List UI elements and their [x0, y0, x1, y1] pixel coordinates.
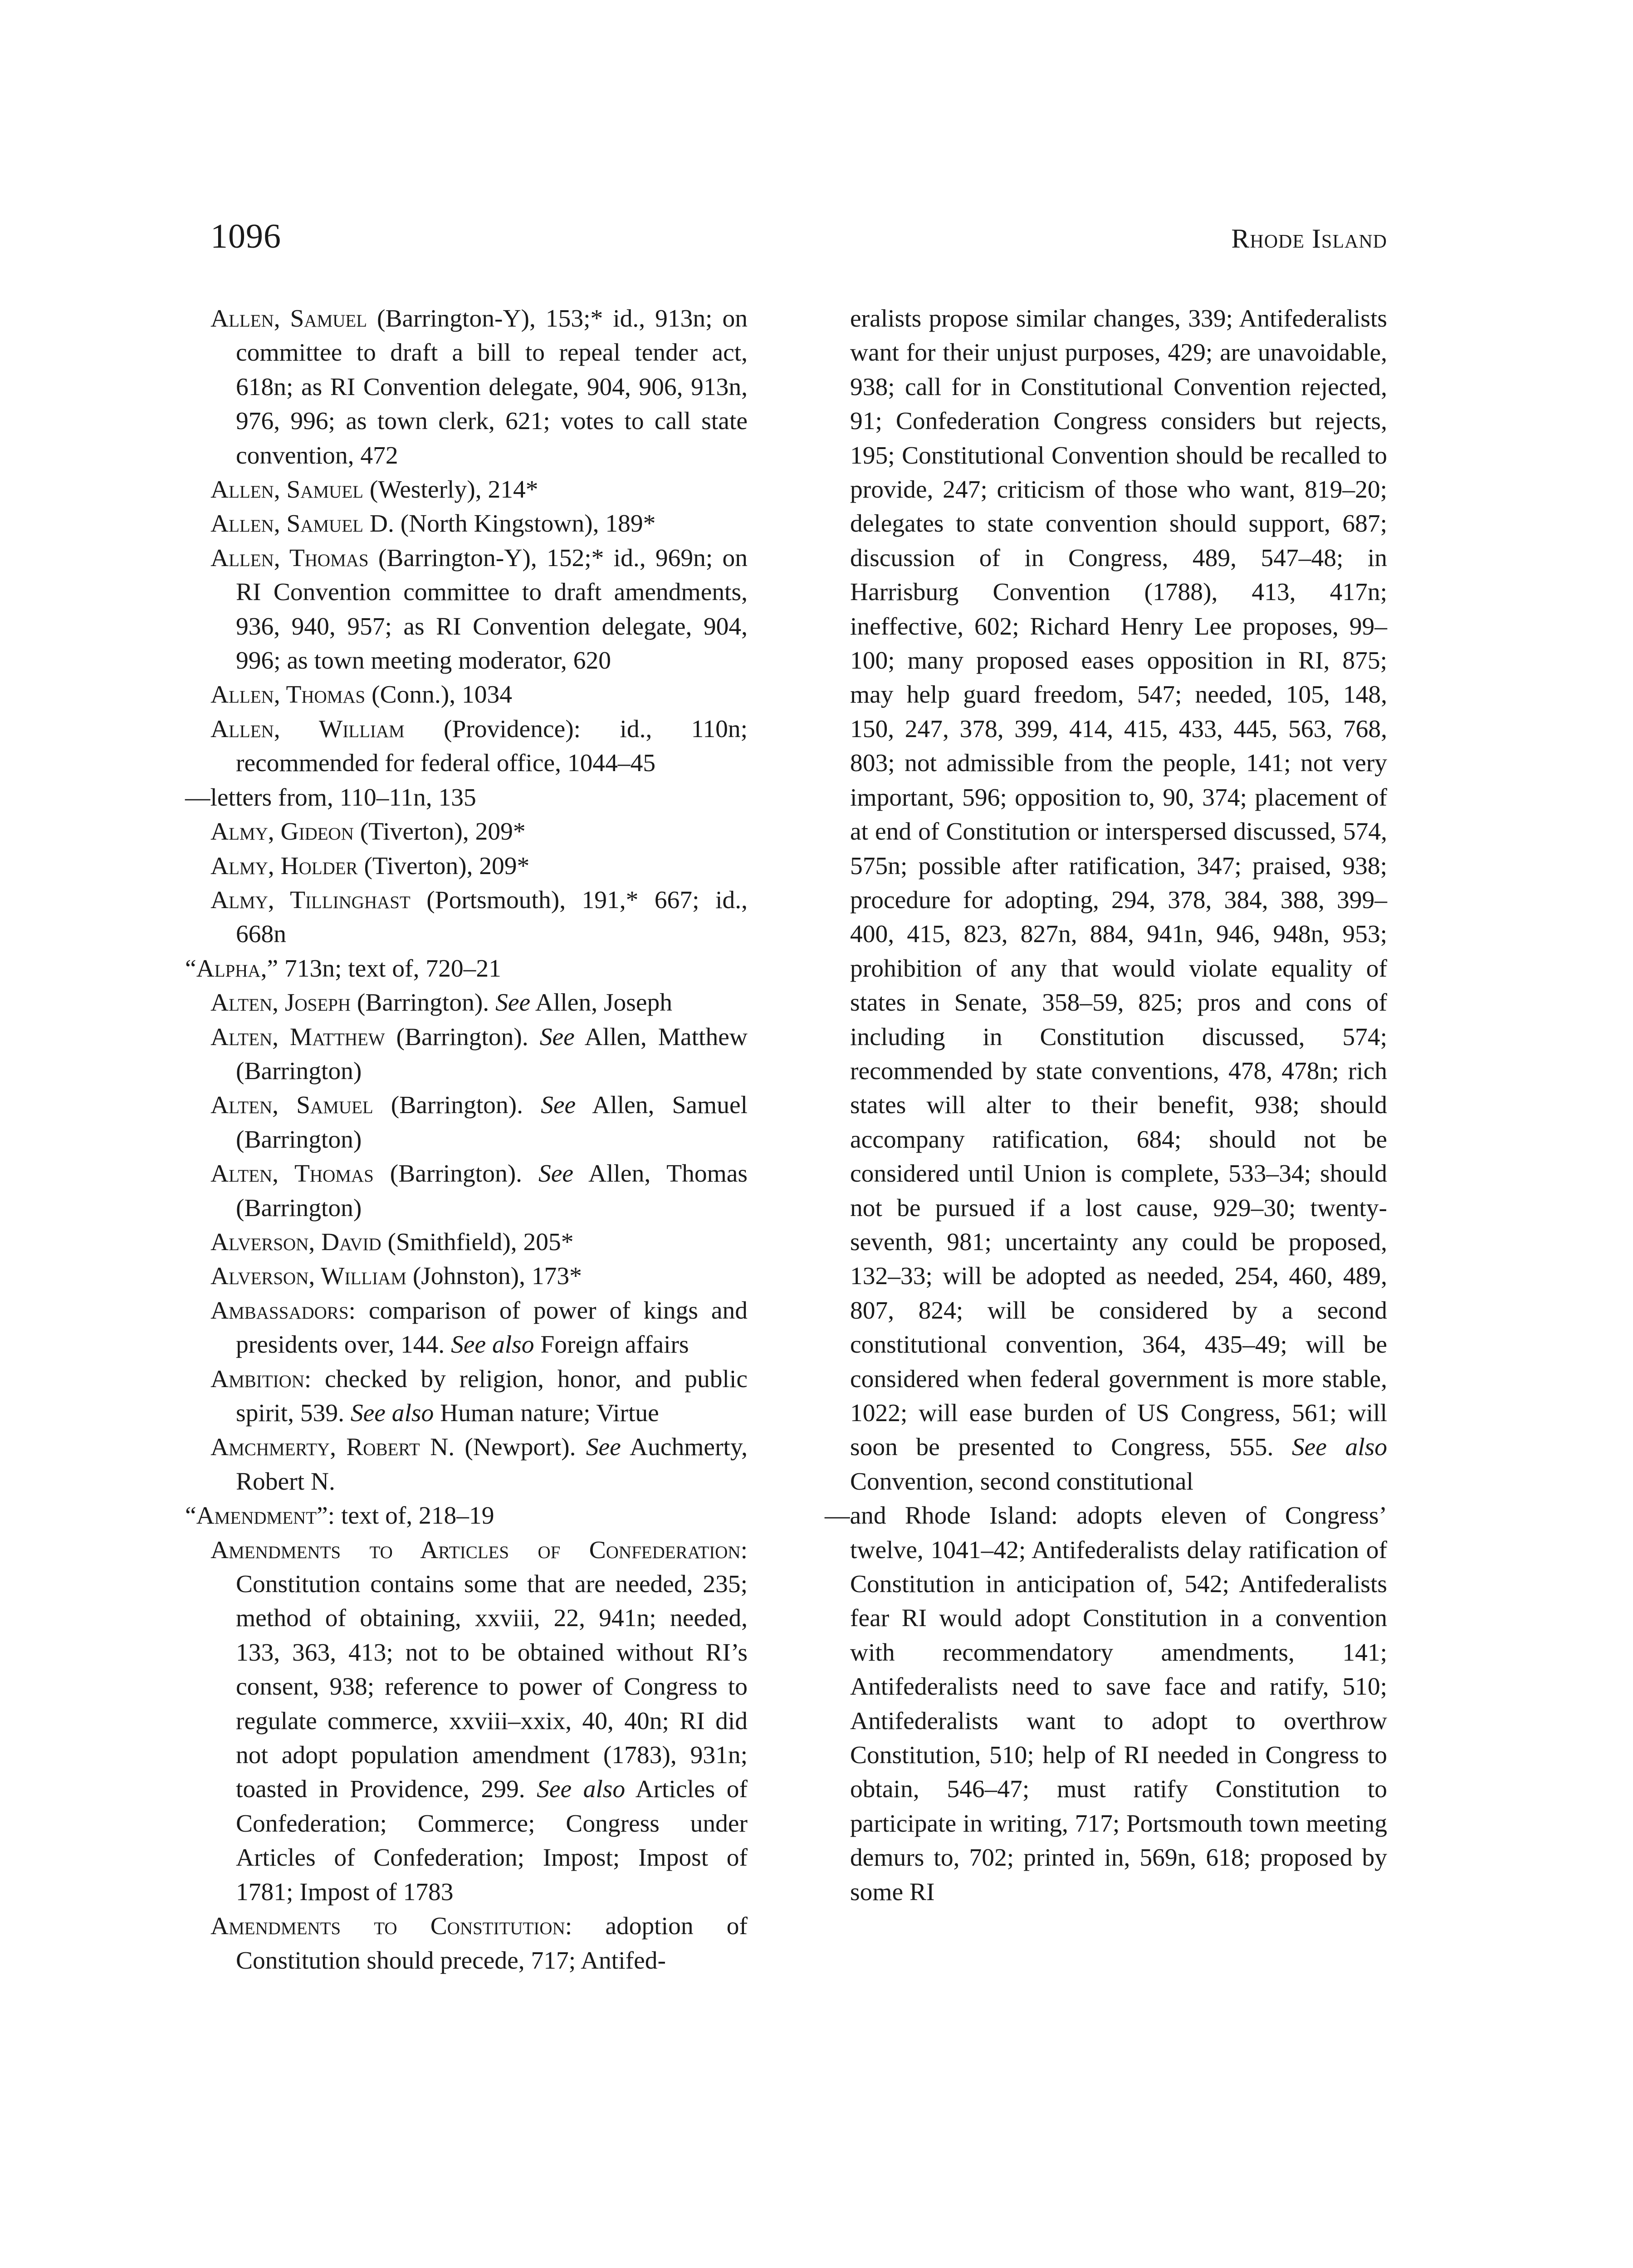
see-reference: See also [1291, 1433, 1387, 1461]
index-entry [185, 952, 748, 986]
left-index-column [185, 302, 748, 1978]
entry-heading: Allen, Samuel [210, 510, 363, 538]
see-reference: See [541, 1091, 576, 1119]
index-entry [185, 1157, 748, 1225]
index-entry-continuation [825, 302, 1387, 1499]
entry-heading: Alten, Samuel [210, 1091, 373, 1119]
index-entry [185, 1430, 748, 1499]
entry-heading: Amendment [196, 1502, 317, 1530]
entry-text: (Barrington). [385, 1023, 540, 1051]
index-entry [185, 712, 748, 781]
entry-text: : checked by religion, honor, and public spirit, 539. [236, 1365, 748, 1427]
index-subentry [825, 1499, 1387, 1909]
see-reference: See also [537, 1775, 626, 1804]
index-entry [185, 507, 748, 541]
entry-heading: Almy, Holder [210, 852, 358, 880]
entry-text: (Barrington). [351, 989, 496, 1017]
entry-heading: Allen, Samuel [210, 476, 363, 504]
entry-text: (Barrington-Y), 153;* id., 913n; on committee to draft a bill to repeal tender act, 618n; as RI Convention delegate, 904, 906, 913n, 976, 996; as town clerk, 621; votes to call state convention, 472 [236, 305, 748, 469]
entry-text: (Barrington). [373, 1091, 541, 1119]
entry-text: —letters from, 110–11n, 135 [185, 783, 476, 811]
entry-text: —and Rhode Island: adopts eleven of Congress’ twelve, 1041–42; Antifederalists delay ratification of Constitution in anticipation of, 542; Antifederalists fear RI would adopt Constitution in a convention with recommendatory amendments, 141; Antifederalists need to save face and ratify, 510; Antifederalists want to adopt to overthrow Constitution, 510; help of RI needed in Congress to obtain, 546–47; must ratify Constitution to participate in writing, 717; Portsmouth town meeting demurs to, 702; printed in, 569n, 618; proposed by some RI [825, 1502, 1387, 1906]
entry-heading: Alpha [196, 954, 261, 982]
open-quote: “ [185, 954, 196, 982]
entry-heading: Allen, Thomas [210, 544, 369, 572]
index-entry [185, 1020, 748, 1089]
index-entry [185, 849, 748, 883]
entry-text: (Tiverton), 209* [357, 852, 530, 880]
entry-text: : Constitution contains some that are needed, 235; method of obtaining, xxviii, 22, 941n; needed, 133, 363, 413; not to be obtained without RI’s consent, 938; reference to power of Congress to regulate commerce, xxviii–xxix, 40, 40n; RI did not adopt population amendment (1783), 931n; toasted in Providence, 299. [236, 1536, 748, 1804]
running-head [210, 217, 1387, 267]
entry-heading: Ambassadors [210, 1296, 349, 1325]
entry-heading: Ambition [210, 1365, 304, 1393]
index-entry [185, 1294, 748, 1362]
see-target: Allen, Samuel (Barrington) [236, 1091, 748, 1154]
entry-text: (Conn.), 1034 [365, 681, 512, 709]
see-target: Foreign affairs [534, 1331, 689, 1359]
index-entry [185, 1225, 748, 1259]
index-entry [185, 302, 748, 473]
index-entry [185, 883, 748, 952]
entry-text: D. (North Kingstown), 189* [363, 510, 656, 538]
open-quote: “ [185, 1502, 196, 1530]
index-entry [185, 1362, 748, 1431]
entry-heading: Amendments to Articles of Confederation [210, 1536, 741, 1564]
entry-heading: Amendments to Constitution [210, 1912, 565, 1941]
index-entry [185, 473, 748, 507]
see-target: Human nature; Virtue [434, 1399, 659, 1427]
entry-heading: Alverson, David [210, 1228, 381, 1256]
entry-text: eralists propose similar changes, 339; Antifederalists want for their unjust purposes, 429; are unavoidable, 938; call for in Constitutional Convention rejected, 91; Confederation Congress considers but rejects, 195; Constitutional Convention should be recalled to provide, 247; criticism of those who want, 819–20; delegates to state convention should support, 687; discussion of in Congress, 489, 547–48; in Harrisburg Convention (1788), 413, 417n; ineffective, 602; Richard Henry Lee proposes, 99–100; many proposed eases opposition in RI, 875; may help guard freedom, 547; needed, 105, 148, 150, 247, 378, 399, 414, 415, 433, 445, 563, 768, 803; not admissible from the people, 141; not very important, 596; opposition to, 90, 374; placement of at end of Constitution or interspersed discussed, 574, 575n; possible after ratification, 347; praised, 938; procedure for adopting, 294, 378, 384, 388, 399–400, 415, 823, 827n, 884, 941n, 946, 948n, 953; prohibition of any that would violate equality of states in Senate, 358–59, 825; pros and cons of including in Constitution discussed, 574; recommended by state conventions, 478, 478n; rich states will alter to their benefit, 938; should accompany ratification, 684; should not be considered until Union is complete, 533–34; should not be pursued if a lost cause, 929–30; twenty-seventh, 981; uncertainty any could be proposed, 132–33; will be adopted as needed, 254, 460, 489, 807, 824; will be considered by a second constitutional convention, 364, 435–49; will be considered when federal government is more stable, 1022; will ease burden of US Congress, 561; will soon be presented to Congress, 555. [850, 305, 1387, 1461]
entry-heading: Almy, Gideon [210, 818, 354, 846]
entry-text: (Providence): id., 110n; recommended for federal office, 1044–45 [236, 715, 748, 777]
entry-heading: Amchmerty, Robert [210, 1433, 420, 1461]
running-title: Rhode Island [1231, 224, 1387, 254]
index-entry [185, 1259, 748, 1293]
entry-text: : adoption of Constitution should precede, 717; Antifed- [236, 1912, 748, 1975]
index-entry [185, 541, 748, 678]
entry-text: : comparison of power of kings and presidents over, 144. [236, 1296, 748, 1359]
entry-text: (Westerly), 214* [363, 476, 538, 504]
entry-text: ,” 713n; text of, 720–21 [260, 954, 501, 982]
entry-heading: Alverson, William [210, 1262, 406, 1290]
entry-text: (Tiverton), 209* [353, 818, 526, 846]
index-entry [185, 1533, 748, 1909]
see-target: Auchmerty, Robert N. [236, 1433, 748, 1496]
right-index-column [825, 302, 1387, 1909]
entry-heading: Alten, Joseph [210, 989, 351, 1017]
see-reference: See also [350, 1399, 434, 1427]
index-entry [185, 1909, 748, 1978]
entry-text: (Portsmouth), 191,* 667; id., 668n [236, 886, 748, 948]
entry-text: ”: text of, 218–19 [317, 1502, 494, 1530]
index-entry [185, 678, 748, 712]
entry-heading: Almy, Tillinghast [210, 886, 411, 914]
entry-heading: Allen, Samuel [210, 305, 367, 332]
index-entry [185, 986, 748, 1020]
entry-text: (Smithfield), 205* [381, 1228, 574, 1256]
see-target: Allen, Thomas (Barrington) [236, 1160, 748, 1222]
index-entry [185, 1499, 748, 1533]
entry-text: (Barrington). [373, 1160, 539, 1188]
see-target: Allen, Joseph [530, 989, 673, 1017]
index-subentry [185, 781, 748, 815]
entry-heading: Allen, Thomas [210, 681, 366, 709]
entry-text: (Barrington-Y), 152;* id., 969n; on RI Convention committee to draft amendments, 936, 940, 957; as RI Convention delegate, 904, 996; as town meeting moderator, 620 [236, 544, 748, 675]
entry-heading: Alten, Matthew [210, 1023, 385, 1051]
see-reference: See [495, 989, 531, 1017]
see-reference: See [539, 1023, 575, 1051]
see-reference: See [586, 1433, 621, 1461]
see-target: Convention, second constitutional [850, 1467, 1193, 1496]
see-target: Articles of Confederation; Commerce; Congress under Articles of Confederation; Impost; Impost of 1781; Impost of 1783 [236, 1775, 748, 1906]
index-entry [185, 815, 748, 849]
see-reference: See also [451, 1331, 534, 1359]
page-number: 1096 [210, 217, 281, 255]
entry-heading: Alten, Thomas [210, 1160, 374, 1188]
entry-text: (Johnston), 173* [406, 1262, 582, 1290]
see-reference: See [538, 1160, 574, 1188]
entry-heading: Allen, William [210, 715, 405, 743]
index-entry [185, 1088, 748, 1157]
entry-text: N. (Newport). [420, 1433, 586, 1461]
see-target: Allen, Matthew (Barrington) [236, 1023, 748, 1085]
